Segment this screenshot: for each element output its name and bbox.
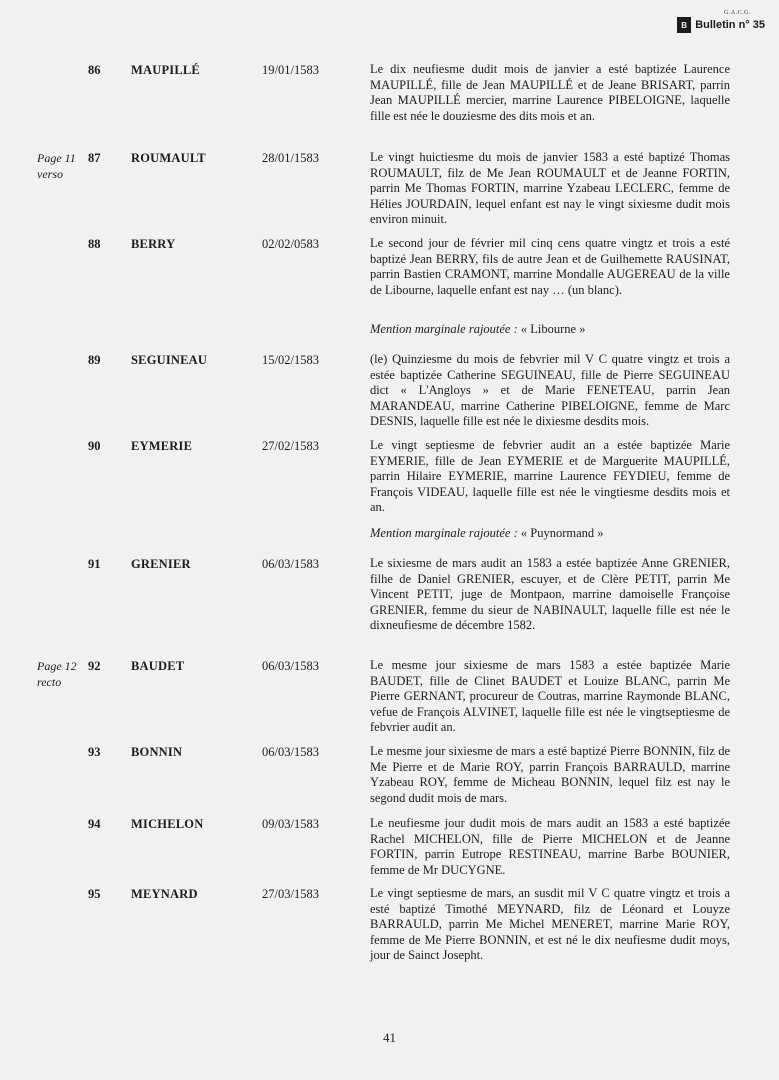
entry-date: 06/03/1583	[262, 659, 319, 673]
mention-value: « Puynormand »	[517, 526, 604, 540]
entry-number: 87	[88, 151, 101, 165]
entry-surname: MICHELON	[131, 817, 204, 831]
bulletin-number: Bulletin n° 35	[695, 19, 765, 31]
entry-number: 90	[88, 439, 101, 453]
page-number: 41	[383, 1030, 396, 1045]
entry-date: 19/01/1583	[262, 63, 319, 77]
entry-surname: BAUDET	[131, 659, 185, 673]
mention-label: Mention marginale rajoutée :	[370, 526, 518, 540]
entry-surname: MAUPILLÉ	[131, 63, 200, 77]
entry-text: (le) Quinziesme du mois de febvrier mil V C quatre vingtz et trois a estée baptizée Catherine SEGUINEAU, fille de Pierre SEGUINEAU dict « L'Angloys » et de Marie FENETEAU, parrin Jean MARANDEAU, marrine Catherine PIBELOIGNE, femme de Marc DESNIS, laquelle fille est née le dixiesme desdits mois.	[370, 352, 730, 428]
entry-number: 95	[88, 887, 101, 901]
bulletin-logo-icon	[677, 17, 691, 33]
entry-text: Le vingt septiesme de mars, an susdit mil V C quatre vingtz et trois a esté baptizé Timothé MEYNARD, filz de Léonard et Louyze BARRAULD, parrin Me Michel MENERET, marrine Marie ROY, femme de Me Pierre BONNIN, et est né le dix neufiesme dudit moys, jour de Sainct Josepht.	[370, 886, 730, 962]
entry-number: 89	[88, 353, 101, 367]
entry-text: Le mesme jour sixiesme de mars 1583 a estée baptizée Marie BAUDET, fille de Clinet BAUDET et Louize BLANC, parrin Me Pierre GERNANT, procureur de Coutras, marrine Raymonde BLANC, vefue de François ALVINET, laquelle fille est née le vingtseptiesme de febvrier audit an.	[370, 658, 730, 734]
entry-text: Le second jour de février mil cinq cens quatre vingtz et trois a esté baptizé Jean BERRY, fils de autre Jean et de Guilhemette RAUSINAT, parrin Bastien CRAMONT, marrine Mondalle AUGEREAU de la ville de Libourne, laquelle enfant est nay … (un blanc).	[370, 236, 730, 297]
entry-surname: SEGUINEAU	[131, 353, 208, 367]
entry-date: 27/03/1583	[262, 887, 319, 901]
entry-number: 93	[88, 745, 101, 759]
entry-text: Le sixiesme de mars audit an 1583 a estée baptizée Anne GRENIER, filhe de Daniel GRENIER, escuyer, et de Clère PETIT, parrin Me Vincent PETIT, juge de Montpaon, marrine damoiselle Françoise GRENIER, femme du sieur de NABINAULT, laquelle fille est née le dixneufiesme de décembre 1582.	[370, 556, 730, 632]
entry-date: 28/01/1583	[262, 151, 319, 165]
logo-letter: B	[681, 20, 688, 30]
mention-value: « Libourne »	[517, 322, 586, 336]
entry-number: 92	[88, 659, 101, 673]
entry-number: 94	[88, 817, 101, 831]
entry-date: 06/03/1583	[262, 557, 319, 571]
page-header	[677, 10, 765, 33]
margin-note: Page 12 recto	[37, 659, 77, 689]
entry-text: Le mesme jour sixiesme de mars a esté baptizé Pierre BONNIN, filz de Me Pierre et de Marie ROY, parrin François BARRAULD, marrine Yzabeau ROY, femme de Micheau BONNIN, lequel filz est nay le segond dudit mois de mars.	[370, 744, 730, 805]
entry-surname: BERRY	[131, 237, 176, 251]
entry-text: Le vingt huictiesme du mois de janvier 1583 a esté baptizé Thomas ROUMAULT, filz de Me Jean ROUMAULT et de Jeanne FORTIN, parrin Me Thomas FORTIN, marrine Yzabeau LECLERC, femme de Hélies JOURDAIN, lequel enfant est nay le vingt sixiesme dudit mois environ minuit.	[370, 150, 730, 226]
header-initials: G.A.C.G.	[723, 10, 751, 16]
mention-label: Mention marginale rajoutée :	[370, 322, 518, 336]
entry-surname: GRENIER	[131, 557, 191, 571]
entry-text: Le neufiesme jour dudit mois de mars audit an 1583 a esté baptizée Rachel MICHELON, fille de Pierre MICHELON et de Jeanne FORTIN, parrin Eutrope RESTINEAU, marrine Barbe BOUNIER, femme de Mr DUCYGNE.	[370, 816, 730, 877]
entry-number: 86	[88, 63, 101, 77]
entry-number: 91	[88, 557, 101, 571]
entry-surname: EYMERIE	[131, 439, 193, 453]
entry-text: Le vingt septiesme de febvrier audit an a estée baptizée Marie EYMERIE, fille de Jean EYMERIE et de Marguerite MAUPILLÉ, parrin Hilaire EYMERIE, marrine Laurence FEYDIEU, femme de François VIDEAU, laquelle fille est née le vingtiesme desdits mois et an.	[370, 438, 730, 514]
entry-surname: BONNIN	[131, 745, 183, 759]
margin-note: Page 11 verso	[37, 151, 76, 181]
entry-date: 06/03/1583	[262, 745, 319, 759]
marginal-mention	[370, 322, 730, 338]
marginal-mention	[370, 526, 730, 542]
entry-text: Le dix neufiesme dudit mois de janvier a esté baptizée Laurence MAUPILLÉ, fille de Jean MAUPILLÉ et de Jeane BRISART, parrin Jean MAUPILLÉ mercier, marrine Laurence PIBELOIGNE, laquelle fille est née le douziesme des dits mois et an.	[370, 62, 730, 123]
entry-date: 27/02/1583	[262, 439, 319, 453]
entry-number: 88	[88, 237, 101, 251]
entry-date: 02/02/0583	[262, 237, 319, 251]
entry-surname: MEYNARD	[131, 887, 198, 901]
entry-date: 15/02/1583	[262, 353, 319, 367]
entry-date: 09/03/1583	[262, 817, 319, 831]
entry-surname: ROUMAULT	[131, 151, 206, 165]
